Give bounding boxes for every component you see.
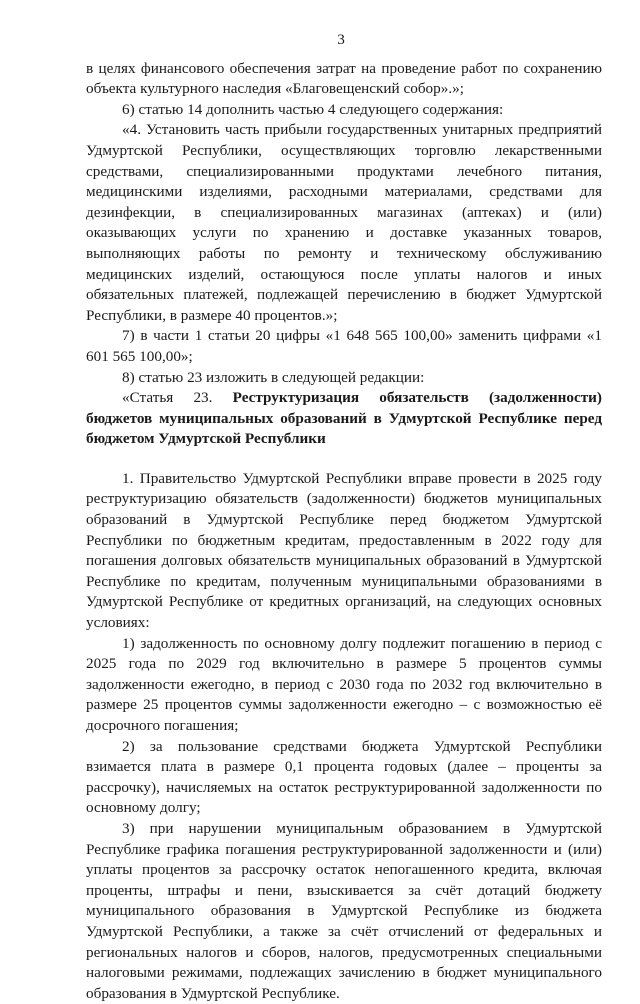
paragraph-item-6: 6) статью 14 дополнить частью 4 следующего содержания: [122, 100, 504, 118]
article-part-1: 1. Правительство Удмуртской Республики вправе провести в 2025 году реструктуризацию обязательств (задолженности) бюджетов муниципальных образований в Удмуртской Республике перед бюджетом Удмуртской Республики по бюджетным кредитам, предоставленным в 2022 году для погашения долговых обязательств муниципальных образований в Удмуртской Республике по кредитам, полученным муниципальными образованиями в Удмуртской Республике от кредитных организаций, на следующих основных условиях: [86, 469, 602, 632]
page-number: 3 [337, 31, 345, 48]
article-condition-1: 1) задолженность по основному долгу подлежит погашению в период с 2025 года по 2029 год включительно в размере 5 процентов суммы задолженности ежегодно, в период с 2030 года по 2032 год включительно в размере 25 процентов суммы задолженности ежегодно – с возможностью её досрочного погашения; [86, 634, 602, 734]
article-condition-2: 2) за пользование средствами бюджета Удмуртской Республики взимается плата в размере 0,1 процента годовых (далее – проценты за рассрочку), начисляемых на остаток реструктурированной задолженности по основному долгу; [86, 737, 602, 817]
article-heading [86, 388, 602, 450]
paragraph-continuation: в целях финансового обеспечения затрат на проведение работ по сохранению объекта культурного наследия «Благовещенский собор».»; [86, 59, 602, 98]
paragraph-item-7: 7) в части 1 статьи 20 цифры «1 648 565 100,00» заменить цифрами «1 601 565 100,00»; [86, 327, 602, 365]
article-title: Реструктуризация обязательств (задолженности) бюджетов муниципальных образований в Удмуртской Республике перед бюджетом Удмуртской Республики [86, 389, 602, 448]
article-prefix: «Статья 23. [122, 389, 213, 407]
article-condition-3: 3) при нарушении муниципальным образованием в Удмуртской Республике графика погашения реструктурированной задолженности и (или) уплаты процентов за рассрочку остаток непогашенного кредита, включая проценты, штрафы и пени, взыскивается за счёт дотаций бюджету муниципального образования в Удмуртской Республике из бюджета Удмуртской Республики, а также за счёт отчислений от федеральных и региональных налогов и сборов, налогов, предусмотренных специальными налоговыми режимами, подлежащих зачислению в бюджет муниципального образования в Удмуртской Республике. [86, 819, 602, 1002]
document-page [86, 30, 602, 1004]
paragraph-item-8: 8) статью 23 изложить в следующей редакции: [122, 368, 425, 386]
paragraph-part-4: «4. Установить часть прибыли государственных унитарных предприятий Удмуртской Республики, осуществляющих торговлю лекарственными средствами, специализированными продуктами лечебного питания, медицинскими изделиями, расходными материалами, средствами для дезинфекции, в специализированных магазинах (аптеках) и (или) оказывающих услуги по хранению и доставке указанных товаров, выполняющих работы по ремонту и техническому обслуживанию медицинских изделий, остающуюся после уплаты налогов и иных обязательных платежей, подлежащей перечислению в бюджет Удмуртской Республики, в размере 40 процентов.»; [86, 121, 602, 324]
